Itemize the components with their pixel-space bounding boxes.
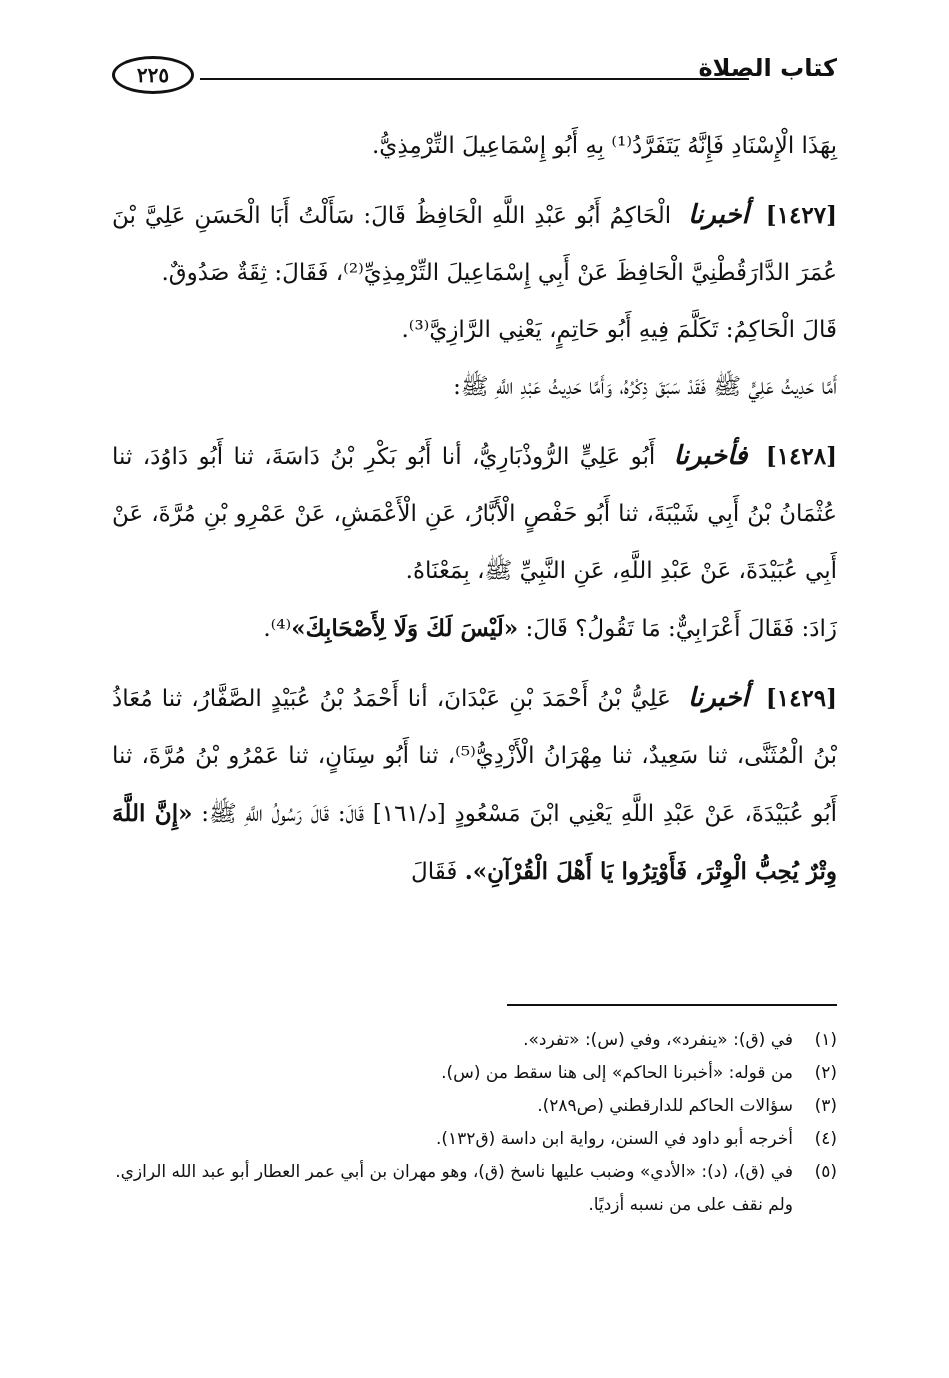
hadith-number: [١٤٢٧] (765, 202, 837, 229)
continuation-word: فَقَالَ (411, 859, 458, 885)
footnote-item (104, 1123, 837, 1156)
hadith-keyword: فأخبرنا (673, 441, 748, 471)
hadith-keyword: أخبرنا (688, 683, 749, 713)
hadith-1428 (112, 428, 837, 600)
main-text (112, 118, 837, 901)
footnote-number: (١) (814, 1030, 837, 1050)
hadith-1429 (112, 670, 837, 901)
hadith-number: [١٤٢٩] (765, 685, 838, 712)
page-number: ٢٢٥ (112, 56, 194, 94)
hadith-number: [١٤٢٨] (765, 443, 838, 470)
chapter-title: كتاب الصلاة (698, 54, 837, 82)
footnote-text: من قوله: «أخبرنا الحاكم» إلى هنا سقط من (س). (441, 1063, 793, 1083)
hadith-text: عَلِيُّ بْنُ أَحْمَدَ بْنِ عَبْدَانَ، أنا أَحْمَدُ بْنُ عُبَيْدٍ الصَّفَّارُ، ثنا مُعَاذُ بْنُ الْمُثَنَّى، ثنا سَعِيدٌ، ثنا مِهْرَانُ الْأَزْدِيُّ⁽⁵⁾، ثنا أَبُو سِنَانٍ، ثنا عَمْرُو بْنُ مُرَّةَ، ثنا أَبُو عُبَيْدَةَ، عَنْ عَبْدِ اللَّهِ يَعْنِي ابْنَ مَسْعُودٍ [د/١٦١] قَالَ: قَالَ رَسُولُ اللَّهِ ﷺ: (112, 686, 838, 827)
paragraph-transition: أَمَّا حَدِيثُ عَلِيٍّ ﷺ فَقَدْ سَبَقَ ذِكْرُهُ، وَأَمَّا حَدِيثُ عَبْدِ اللَّهِ ﷺ: (453, 374, 837, 400)
footnote-item (104, 1156, 837, 1222)
footnote-number: (٥) (814, 1162, 837, 1182)
footnote-text: في (ق): «ينفرد»، وفي (س): «تفرد». (523, 1030, 793, 1050)
paragraph-hakim: قَالَ الْحَاكِمُ: تَكَلَّمَ فِيهِ أَبُو حَاتِمٍ، يَعْنِي الرَّازِيَّ⁽³⁾. (401, 317, 837, 343)
addition-lead: زَادَ: فَقَالَ أَعْرَابِيٌّ: مَا تَقُولُ؟ قَالَ: (525, 616, 837, 642)
footnote-item (104, 1057, 837, 1090)
footnote-number: (٤) (814, 1129, 837, 1149)
header-rule (200, 78, 749, 80)
footnote-item (104, 1024, 837, 1057)
footnote-number: (٢) (814, 1063, 837, 1083)
prophetic-quote: «لَيْسَ لَكَ وَلَا لِأَصْحَابِكَ» (291, 615, 519, 642)
footnotes (104, 1024, 837, 1222)
hadith-text: أَبُو عَلِيٍّ الرُّوذْبَارِيُّ، أنا أَبُو بَكْرِ بْنُ دَاسَةَ، ثنا أَبُو دَاوُدَ، ثنا عُثْمَانُ بْنُ أَبِي شَيْبَةَ، ثنا أَبُو حَفْصٍ الْأَبَّارُ، عَنِ الْأَعْمَشِ، عَنْ عَمْرِو بْنِ مُرَّةَ، عَنْ أَبِي عُبَيْدَةَ، عَنْ عَبْدِ اللَّهِ، عَنِ النَّبِيِّ ﷺ، بِمَعْنَاهُ. (112, 444, 837, 584)
footnote-item (104, 1090, 837, 1123)
prophetic-quote: «إِنَّ اللَّهَ وِتْرٌ يُحِبُّ الْوِتْرَ، فَأَوْتِرُوا يَا أَهْلَ الْقُرْآنِ». (112, 800, 837, 885)
footnote-ref: ⁽⁴⁾. (263, 616, 292, 642)
paragraph-intro: بِهَذَا الْإِسْنَادِ فَإِنَّهُ يَتَفَرَّدُ⁽¹⁾ بِهِ أَبُو إِسْمَاعِيلَ التِّرْمِذِيُّ. (372, 133, 837, 159)
paragraph-addition (112, 600, 837, 658)
footnote-separator (507, 1004, 837, 1006)
hadith-1427 (112, 187, 837, 302)
hadith-keyword: أخبرنا (688, 200, 749, 230)
page-header (112, 52, 837, 108)
footnote-number: (٣) (814, 1096, 837, 1116)
footnote-text: سؤالات الحاكم للدارقطني (ص٢٨٩). (537, 1096, 793, 1116)
footnote-text: أخرجه أبو داود في السنن، رواية ابن داسة (ق١٣٢). (435, 1129, 793, 1149)
footnote-text: في (ق)، (د): «الأدي» وضبب عليها ناسخ (ق)، وهو مهران بن أبي عمر العطار أبو عبد الله الرازي. ولم نقف على من نسبه أزديًا. (115, 1162, 793, 1215)
hadith-text: الْحَاكِمُ أَبُو عَبْدِ اللَّهِ الْحَافِظُ قَالَ: سَأَلْتُ أَبَا الْحَسَنِ عَلِيَّ بْنَ عُمَرَ الدَّارَقُطْنِيَّ الْحَافِظَ عَنْ أَبِي إِسْمَاعِيلَ التِّرْمِذِيِّ⁽²⁾، فَقَالَ: ثِقَةٌ صَدُوقٌ. (112, 203, 837, 286)
